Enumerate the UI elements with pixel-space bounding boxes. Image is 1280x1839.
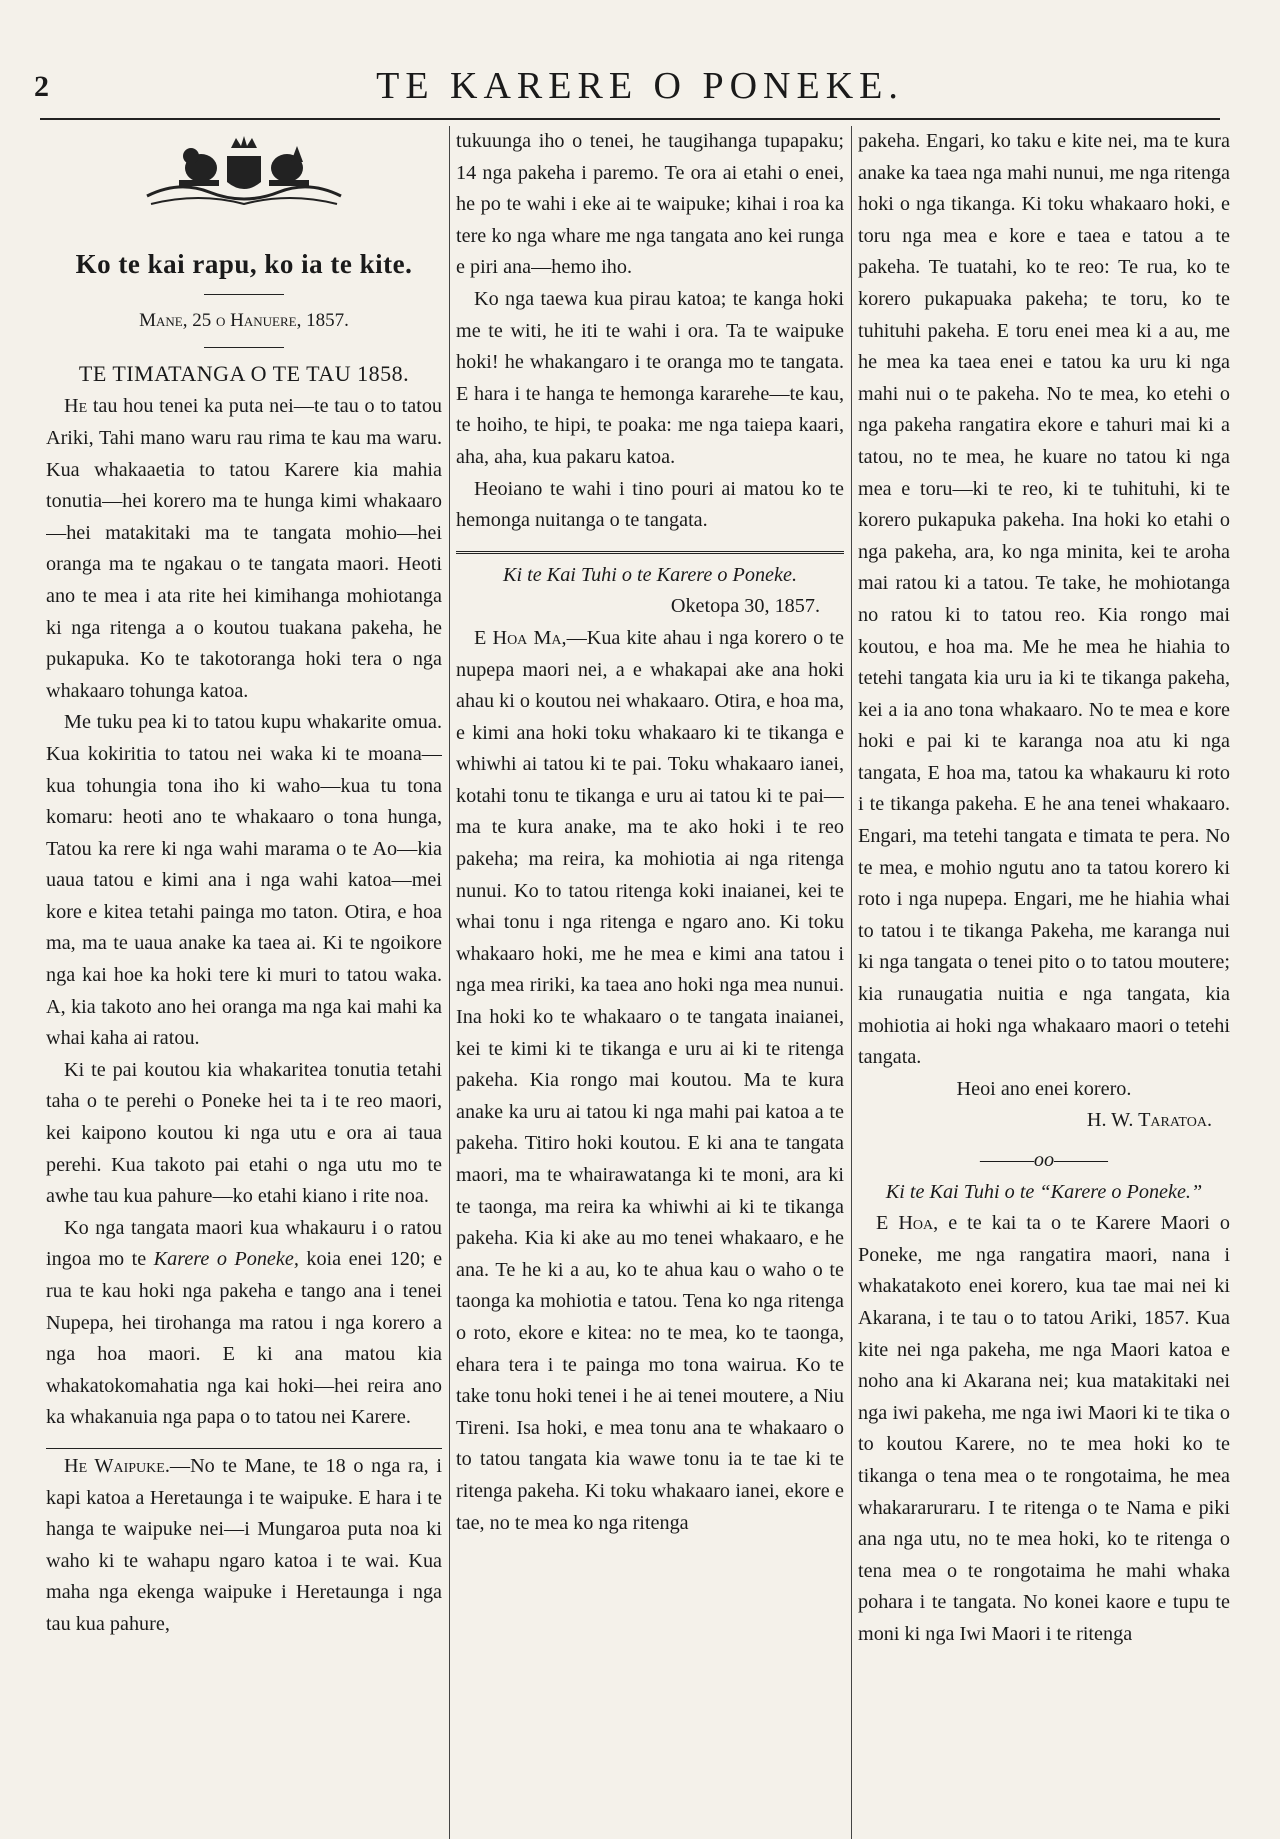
article-paragraph: Me tuku pea ki to tatou kupu whakarite omua. Kua kokiritia to tatou nei waka ki te moana—kua tohungia tona iho ki waho—kua tu tona komaru: heoti ano te whakaaro o tona hunga, Tatou ka rere ki nga wahi marama o te Ao—kia uaua tatou e kimi ana i nga wahi katoa—mei kore e kitea tetahi painga mo taton. Otira, e hoa ma, ma te uaua anake ka taea ai. Ki te ngoikore nga kai hoe ka hoki tere ki muri to tatou waka. A, kia takoto ano hei oranga ma nga kai mahi ka whai kaha ai ratou. bbox=[46, 711, 442, 1050]
column-rule-2 bbox=[851, 126, 852, 1839]
paragraph-text: —Kua kite ahau i nga korero o te nupepa maori nei, a e whakapai ake ana hoki ahau ki o koutou nei whakaaro. Otira, e hoa ma, e kimi ana hoki toku whakaaro ki te tikanga e whiwhi ai tatou ki te pai. Toku whakaaro ianei, kotahi tonu te tikanga e uru ai tatou ki te pai—ma te kura anake, ma te ako hoki i te reo pakeha; ma reira, ka mohiotia ai nga ritenga nunui. Ko to tatou ritenga koki inaianei, kei te whai tonu i nga ritenga e ngaro ano. Ki toku whakaaro hoki, me he mea e kimi ana tatou i nga mea ririki, ka taea ano hoki nga mea nunui. Ina hoki ko te whakaaro o te tangata inaianei, kei te kimi ki te tikanga e uru ai ki te ritenga pakeha. Kia rongo mai koutou. Ma te kura anake ka uru ai tatou ki nga mahi pai katoa a te pakeha. Titiro hoki koutou. E ki ana te tangata maori, ma te whairawatanga ki te moni, ara ki te taonga, ma reira ka whiwhi ai ki te tikanga pakeha. Kia ki ake au mo tenei whakaaro, e he ana. Te he ki a au, ko te ahua kau o waho o te taonga ka mohiotia e tatou. Tena ko nga ritenga o roto, ekore e kitea: no te mea, ko te taonga, ehara tera i te painga mo tona wairua. Ko te take tonu hoki tenei i he ai tenei moutere, a Niu Tireni. Isa hoki, e mea tonu ana te whakaaro o to tatou tangata kia wawe tonu ia te tae ki te ritenga pakeha. Ki toku whakaaro ianei, ekore e tae, no te mea ko nga ritenga bbox=[456, 626, 844, 1534]
divider: ———oo——— bbox=[980, 1149, 1108, 1171]
column-3 bbox=[858, 126, 1230, 1839]
emblem bbox=[46, 134, 442, 225]
letter-heading: Ki te Kai Tuhi o te “Karere o Poneke.” bbox=[885, 1180, 1203, 1203]
rule bbox=[204, 347, 284, 348]
letter-salutation: E Hoa, bbox=[876, 1212, 939, 1235]
letter-salutation: E Hoa Ma, bbox=[474, 626, 567, 649]
article-paragraph: Ki te pai koutou kia whakaritea tonutia tetahi taha o te perehi o Poneke hei ta i te reo maori, kei kaipono koutou ki nga utu e ora ai taua perehi. Kua takoto pai etahi o nga utu mo te awhe tau kua pahure—ko etahi kiano i rite noa. bbox=[46, 1058, 442, 1208]
paragraph-text: tau hou tenei ka puta nei—te tau o to tatou Ariki, Tahi mano waru rau rima te kau ma waru. Kua whakaaetia to tatou Karere kia mahia tonutia—hei korero ma te hunga kimi whakaaro—hei matakitaki ma te tangata mohio—hei oranga ma te ngakau o te tangata maori. Heoti ano te mea i ata rite hei kimihanga mohiotanga ki nga ritenga a o koutou tuakana pakeha, he pukapuka. Ko te takotoranga hoki tera o nga whakaaro tohunga katoa. bbox=[46, 395, 442, 702]
paragraph-text: e te kai ta o te Karere Maori o Poneke, me nga rangatira maori, nana i whakatakoto enei korero, kua tae mai nei ki Akarana, i te tau o to tatou Ariki, 1857. Kua kite nei nga pakeha, me nga Maori katoa e noho ana ki Akarana nei; kua matakitaki nei nga iwi pakeha, me nga iwi Maori ki te tika o to koutou Karere, no te mea hoki ko te tikanga o tena mea o te rongotaima, he mea whakararuraru. I te ritenga o te Nama e piki ana nga utu, no te mea hoki, ko te ritenga o tena mea o te rongotaima he mahi whaka pohara i te tangata. No konei kaore e tupu te moni ki nga Iwi Maori i te ritenga bbox=[858, 1212, 1230, 1645]
article-paragraph: tukuunga iho o tenei, he taugihanga tupapaku; 14 nga pakeha i paremo. Te ora ai etahi o enei, he po te wahi i eke ai te waipuke; kihai i roa ka tere ko nga whare me nga tangata ano kei runga e piri ana—hemo iho. bbox=[456, 130, 844, 279]
lead-word: He bbox=[64, 395, 88, 418]
article-paragraph bbox=[46, 1213, 442, 1434]
letter-signature: H. W. Taratoa. bbox=[1086, 1109, 1212, 1132]
page-number: 2 bbox=[34, 70, 49, 103]
column-1 bbox=[46, 126, 442, 1839]
divider-text: oo bbox=[1033, 1149, 1055, 1171]
masthead-rule bbox=[40, 118, 1220, 120]
letter-paragraph bbox=[456, 623, 844, 1539]
paragraph-text: —No te Mane, te 18 o nga ra, i kapi katoa a Heretaunga i te waipuke. E hara i te hanga te waipuke nei—i Mungaroa puta noa ki waho ki te wahapu ngaro katoa i te wai. Kua maha nga ekenga waipuke i Heretaunga i nga tau kua pahure, bbox=[46, 1454, 442, 1635]
section-lead: He Waipuke. bbox=[64, 1454, 170, 1477]
article-paragraph: Heoiano te wahi i tino pouri ai matou ko te hemonga nuitanga o te tangata. bbox=[456, 477, 844, 532]
paragraph-text: koia enei 120; e rua te kau hoki nga pakeha e tango ana i tenei Nupepa, hei tirohanga ma ratou i nga korero a nga hoa maori. E ki ana matou kia whakatokomahatia nga kai hoki—hei reira ano ka whakanuia nga papa o to tatou nei Karere. bbox=[46, 1248, 442, 1429]
article-paragraph: Ko nga taewa kua pirau katoa; te kanga hoki me te witi, he iti te wahi i ora. Ta te waipuke hoki! he whakangaro i te oranga mo te tangata. E hara i te hanga te hemonga kararehe—te kau, te hoiho, te hipi, te poaka: me nga taiepa kaari, aha, aha, kua pakaru katoa. bbox=[456, 287, 844, 468]
letter-date: Oketopa 30, 1857. bbox=[670, 595, 820, 618]
royal-coat-of-arms-icon bbox=[139, 134, 349, 214]
masthead: TE KARERE O PONEKE. bbox=[376, 65, 904, 107]
rule bbox=[204, 294, 284, 295]
letter-heading: Ki te Kai Tuhi o te Karere o Poneke. bbox=[503, 563, 797, 586]
paper-name: Karere o Poneke, bbox=[153, 1248, 299, 1271]
letter-paragraph bbox=[858, 1208, 1230, 1650]
dateline: Mane, 25 o Hanuere, 1857. bbox=[139, 310, 349, 332]
article-title: TE TIMATANGA O TE TAU 1858. bbox=[78, 360, 410, 386]
paragraph-text: Ko nga tangata maori kua whakauru i o ratou ingoa mo te bbox=[46, 1216, 442, 1271]
letter-closing: Heoi ano enei korero. bbox=[956, 1077, 1132, 1100]
section-rule bbox=[46, 1448, 442, 1449]
section-rule bbox=[456, 551, 844, 554]
column-rule-1 bbox=[449, 126, 450, 1839]
article-paragraph bbox=[46, 1451, 442, 1641]
motto: Ko te kai rapu, ko ia te kite. bbox=[75, 248, 413, 279]
article-paragraph bbox=[46, 391, 442, 707]
letter-paragraph: pakeha. Engari, ko taku e kite nei, ma te kura anake ka taea nga mahi nunui, me nga ritenga hoki o nga tikanga. Ki toku whakaaro hoki, e toru nga mea e kore e taea e tatou a te pakeha. Te tuatahi, ko te reo: Te rua, ko te korero pukapuaka pakeha; te toru, ko te tuhituhi pakeha. E toru enei mea ki a au, me he mea ka taea enei e tatou ka uru ki nga mahi nui o te pakeha. No te mea, ko etehi o nga pakeha rangatira ekore e tahuri mai ki a tatou, no te mea, he kuare no tatou ki nga mea e toru—ki te reo, ki te tuhituhi, ki te korero pukapuka pakeha. Ina hoki ko etahi o nga pakeha, ara, ko nga minita, kei te aroha mai ratou ki a tatou. Te take, he mohiotanga no ratou ki to tatou reo. Kia rongo mai koutou, e hoa ma. Me he mea he hiahia to tetehi tangata kia uru ia ki te tikanga pakeha, kei a ia ano tona whakaaro. No te mea e kore hoki e pai ki te karanga noa atu ki nga tangata, E hoa ma, tatou ka whakauru ki roto i te tikanga pakeha. E he ana tenei whakaaro. Engari, ma tetehi tangata e timata te pera. No te mea, e mohio ngutu ano ta tatou korero ki roto i nga nupepa. Engari, me he hiahia whai to tatou i te tikanga Pakeha, me karanga nui ki nga tangata o tenei pito o to tatou moutere; kia runaugatia nuitia e nga tangata, kia mohiotia ai hoki nga whakaaro maori o tetehi tangata. bbox=[858, 130, 1230, 1069]
column-2 bbox=[456, 126, 844, 1839]
